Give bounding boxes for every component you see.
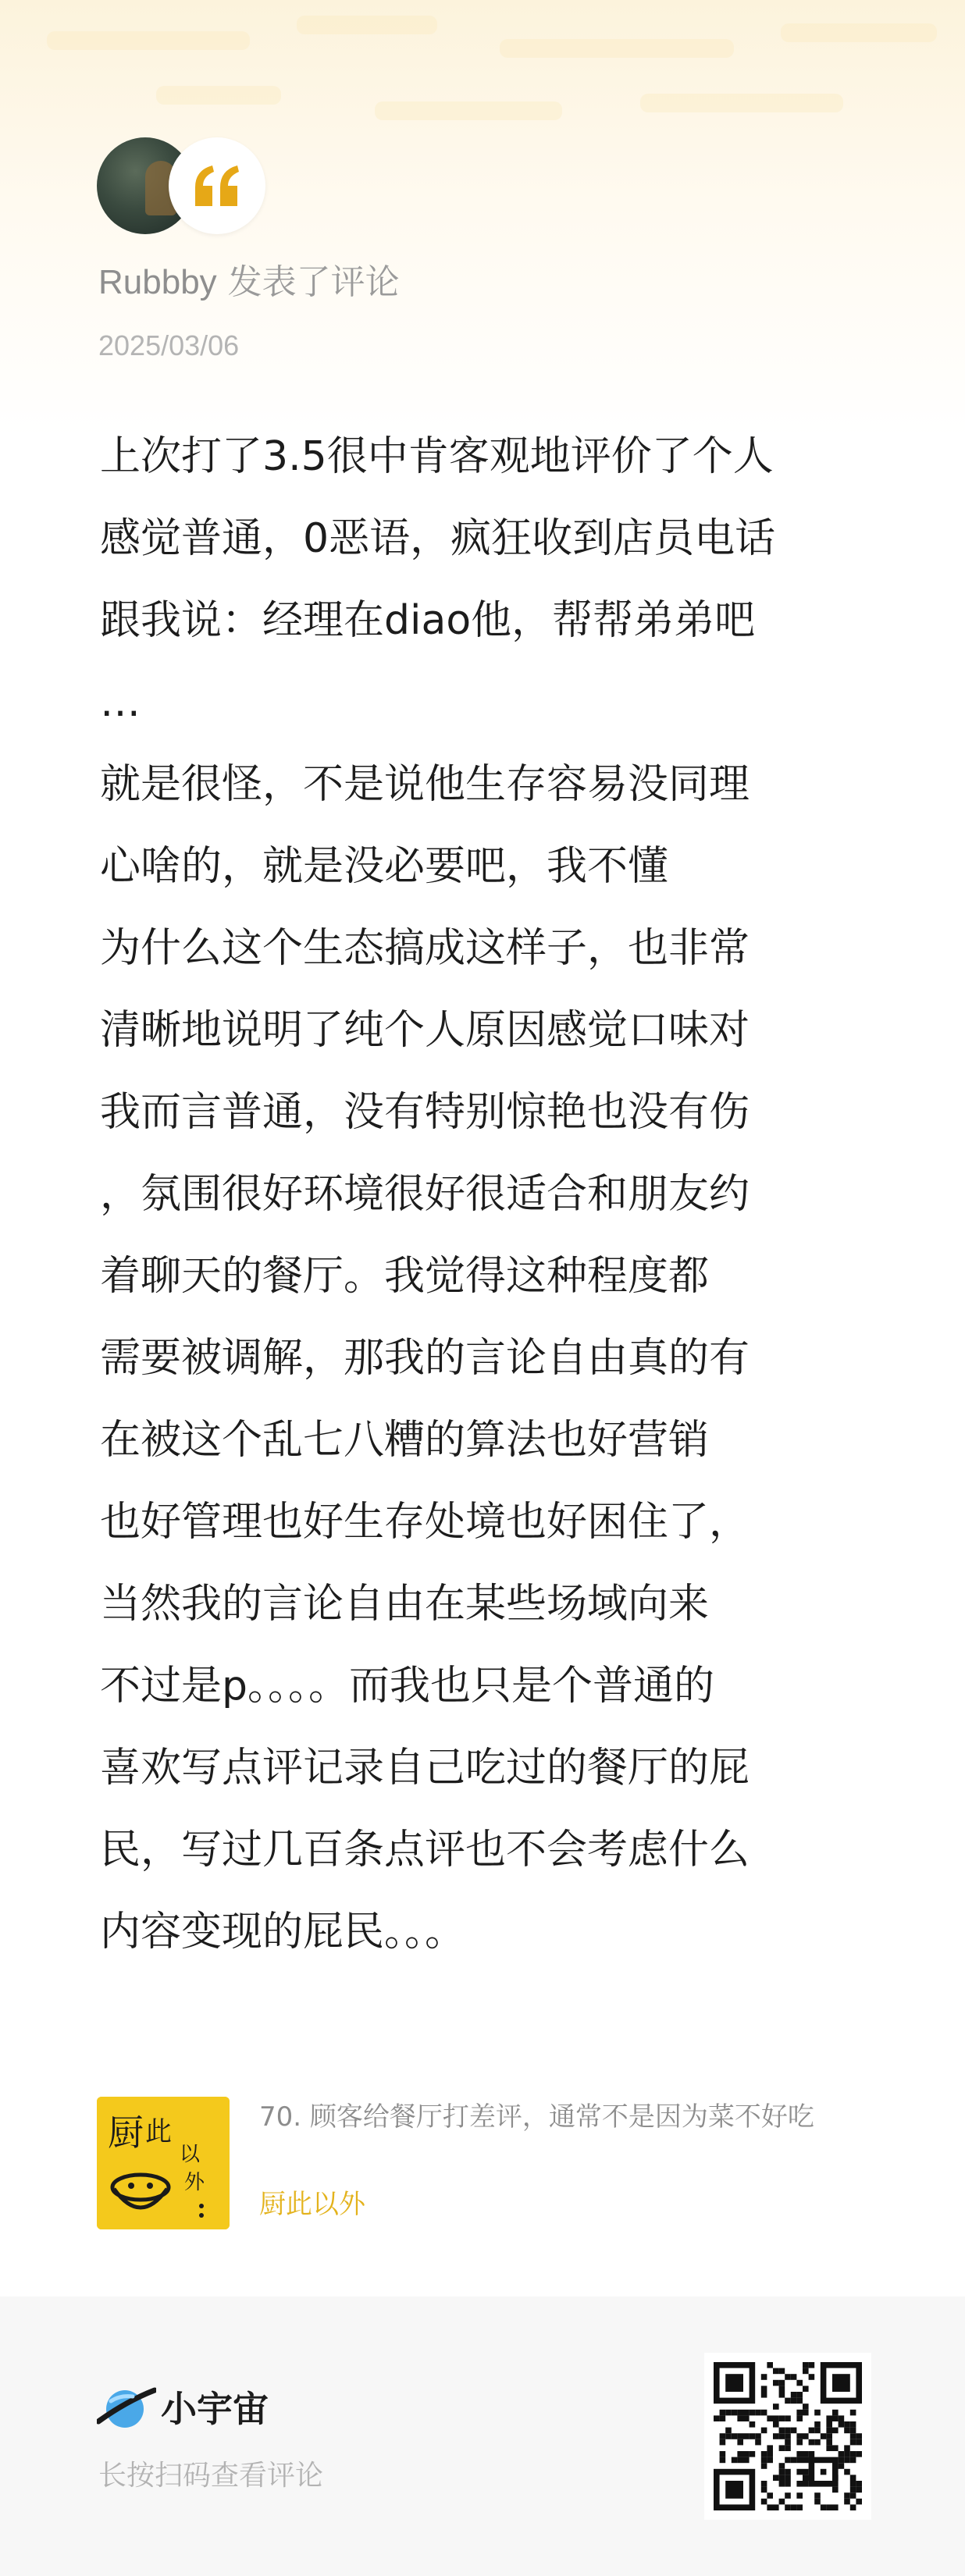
comment-line: 清晰地说明了纯个人原因感觉口味对 — [100, 1007, 750, 1054]
comment-line: ，氛围很好环境很好很适合和朋友约 — [100, 1171, 750, 1218]
comment-line: 需要被调解，那我的言论自由真的有 — [100, 1335, 750, 1382]
brand-name: 小宇宙 — [161, 2388, 269, 2430]
svg-text:此: 此 — [145, 2116, 172, 2147]
comment-line: 上次打了3.5很中肯客观地评价了个人 — [100, 433, 774, 480]
qr-code[interactable] — [704, 2353, 871, 2520]
share-footer — [0, 2297, 965, 2576]
comment-line: 着聊天的餐厅。我觉得这种程度都 — [100, 1253, 710, 1300]
comment-line: 心啥的，就是没必要吧，我不懂 — [100, 843, 669, 890]
svg-text:厨: 厨 — [108, 2112, 144, 2154]
comment-line: … — [100, 679, 141, 726]
comment-line: 喜欢写点评记录自己吃过的餐厅的屁 — [100, 1745, 750, 1791]
author-line — [98, 259, 400, 306]
linked-episode-card[interactable] — [97, 2097, 870, 2229]
planet-logo-icon — [97, 2381, 156, 2435]
comment-line: 就是很怪，不是说他生存容易没同理 — [100, 761, 750, 808]
comment-line: 内容变现的屁民。。。 — [100, 1909, 466, 1955]
comment-line: 在被这个乱七八糟的算法也好营销 — [100, 1417, 710, 1464]
comment-line: 民，写过几百条点评也不会考虑什么 — [100, 1827, 750, 1873]
author-action: 发表了评论 — [227, 262, 400, 302]
comment-line: 我而言普通，没有特别惊艳也没有伤 — [100, 1089, 750, 1136]
svg-text:以: 以 — [180, 2143, 201, 2166]
quote-icon — [169, 137, 265, 234]
episode-thumbnail — [97, 2097, 230, 2229]
comment-line: 跟我说：经理在diao他，帮帮弟弟吧 — [100, 597, 756, 644]
comment-line: 为什么这个生态搞成这样子，也非常 — [100, 925, 750, 972]
comment-line: 不过是p。。。。而我也只是个普通的 — [100, 1663, 715, 1710]
svg-text:外: 外 — [184, 2171, 205, 2194]
author-name[interactable]: Rubbby — [98, 263, 217, 301]
comment-line: 感觉普通，0恶语，疯狂收到店员电话 — [100, 515, 776, 562]
comment-line: 当然我的言论自由在某些场域向来 — [100, 1581, 710, 1628]
scan-hint: 长按扫码查看评论 — [98, 2460, 324, 2492]
comment-date: 2025/03/06 — [98, 329, 240, 361]
comment-line: 也好管理也好生存处境也好困住了， — [100, 1499, 750, 1546]
episode-title: 70. 顾客给餐厅打差评，通常不是因为菜不好吃 — [259, 2101, 814, 2133]
podcast-name: 厨此以外 — [259, 2189, 365, 2220]
comment-body — [100, 416, 881, 1973]
